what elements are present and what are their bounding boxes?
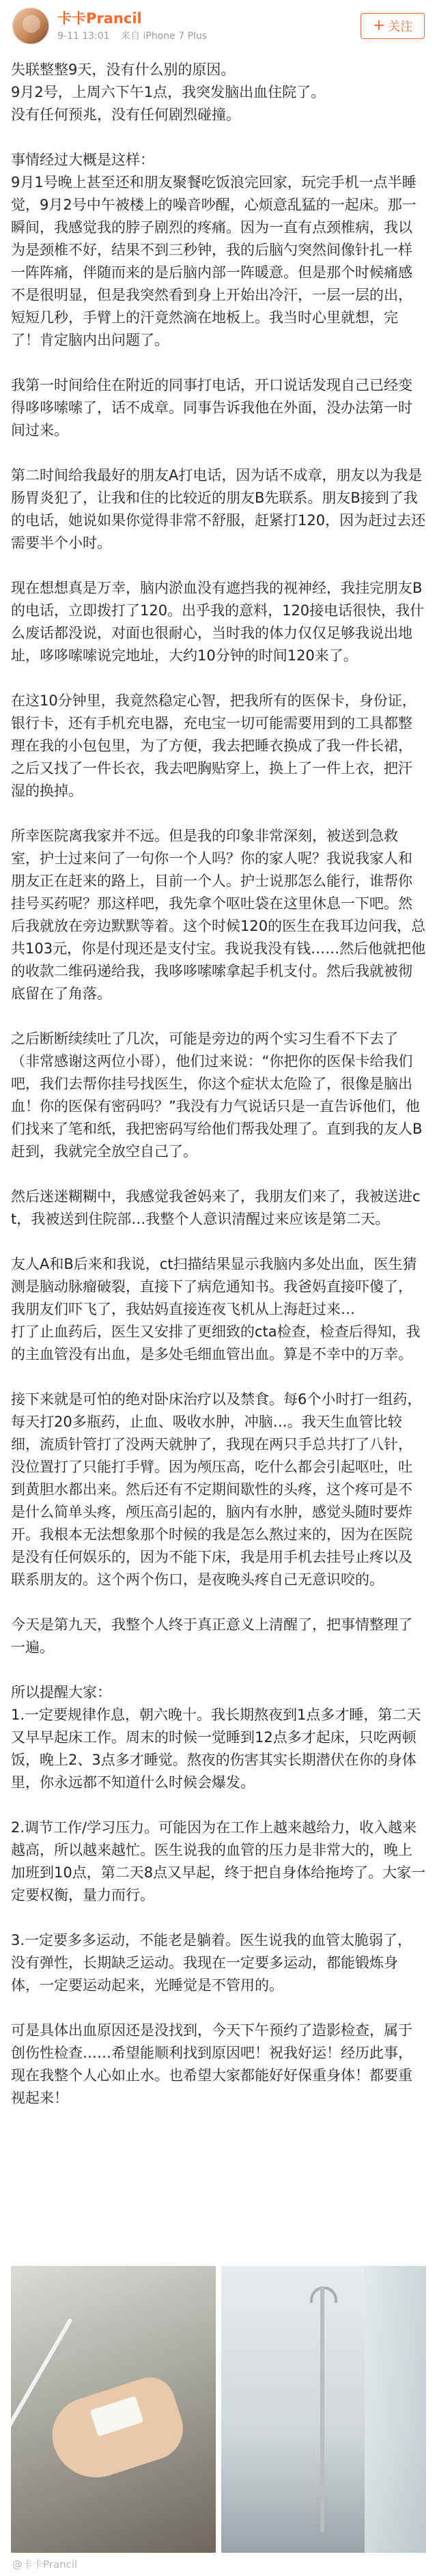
hospital-iv-hand-photo[interactable] [11, 2266, 216, 2553]
post-paragraph: 之后断断续续吐了几次，可能是旁边的两个实习生看不下去了（非常感谢这两位小哥），他们过来说：“你把你的医保卡给我们吧，我们去帮你挂号找医生，你这个症状太危险了，很像是脑出血！你的医保有密码吗？”我没有力气说话只是一直告诉他们，他们找来了笔和纸，我把密码写给他们帮我处理了。直到我的友人B赶到，我就完全放空自己了。 [11, 1031, 423, 1160]
photo-grid [11, 2266, 426, 2553]
post-paragraph: 现在想想真是万幸，脑内淤血没有遮挡我的视神经，我挂完朋友B的电话，立即拨打了120。出乎我的意料，120接电话很快，我什么废话都没说，对面也很耐心，当时我的体力仅仅足够我说出地址，哆哆嗦嗦说完地址，大约10分钟的时间120来了。 [11, 580, 425, 664]
post-paragraph: 友人A和B后来和我说，ct扫描结果显示我脑内多处出血，医生猜测是脑动脉瘤破裂，直接下了病危通知书。我爸妈直接吓傻了，我朋友们吓飞了，我姑妈直接连夜飞机从上海赶过来… 打了止血药后，医生又安排了更细致的cta检查，检查后得知，我的主血管没有出血，是多处毛细血管出血。算是不幸中的万幸。 [11, 1256, 421, 1362]
hospital-room-photo[interactable] [221, 2266, 426, 2553]
iv-pole-shape [320, 2286, 324, 2532]
post-body [11, 59, 426, 2132]
post-paragraph: 接下来就是可怕的绝对卧床治疗以及禁食。每6个小时打一组药，每天打20多瓶药，止血、吸收水肿，冲脑…。我天生血管比较细，流质针管打了没两天就肿了，我现在两只手总共打了八针，没位置打了只能打手臂。因为颅压高，吃什么都会引起呕吐，吐到黄胆水都出来。然后还有不定期间歇性的头疼，这个疼可是不是什么简单头疼，颅压高引起的，脑内有水肿，感觉头随时要炸开。我根本无法想象那个时候的我是怎么熬过来的，因为在医院是没有任何娱乐的，因为不能下床，我是用手机去挂号止疼以及联系朋友的。这个两个伤口，是夜晚头疼自己无意识咬的。 [11, 1391, 422, 1588]
post-paragraph: 可是具体出血原因还是没找到，今天下午预约了造影检查，属于创伤性检查……希望能顺利找到原因吧！祝我好运！经历此事，现在我整个人心如止水。也希望大家都能好好保重身体！都要重视起来！ [11, 2022, 412, 2106]
watermark: @卡卡Prancil [12, 2558, 78, 2571]
post-paragraph: 第二时间给我最好的朋友A打电话，因为话不成章，朋友以为我是肠胃炎犯了，让我和住的比较近的朋友B先联系。朋友B接到了我的电话，她说如果你觉得非常不舒服，赶紧打120，因为赶过去还需要半个小时。 [11, 467, 426, 551]
curtain-shape [365, 2266, 426, 2553]
post-paragraph: 事情经过大概是这样： 9月1号晚上甚至还和朋友聚餐吃饭浪完回家，玩完手机一点半睡觉，9月2号中午被楼上的噪音吵醒，心烦意乱猛的一起床。那一瞬间，我感觉我的脖子剧烈的疼痛。因为一直有点颈椎病，我以为是颈椎不好，结果不到三秒钟，我的后脑勺突然间像针扎一样一阵阵痛，伴随而来的是后脑内部一阵暖意。但是那个时候痛感不是很明显，但是我突然看到身上开始出冷汗，一层一层的出，短短几秒，手臂上的汗竟然滴在地板上。我当时心里就想，完了！肯定脑内出问题了。 [11, 152, 417, 348]
post-paragraph: 今天是第九天，我整个人终于真正意义上清醒了，把事情整理了一遍。 [11, 1616, 412, 1655]
post-time: 9-11 13:01 [57, 31, 110, 42]
post-paragraph: 2.调节工作/学习压力。可能因为在工作上越来越给力，收入越来越高，所以越来越忙。医生说我的血管的压力是非常大的，晚上加班到10点，第二天8点又早起，终于把自身体给拖垮了。大家一定要权衡，量力而行。 [11, 1819, 426, 1903]
post-header [0, 0, 437, 52]
user-meta [57, 9, 361, 43]
post-source: 来自 iPhone 7 Plus [121, 31, 208, 42]
avatar[interactable] [12, 8, 49, 44]
follow-label: 关注 [388, 20, 413, 34]
post-paragraph: 在这10分钟里，我竟然稳定心智，把我所有的医保卡，身份证，银行卡，还有手机充电器，充电宝一切可能需要用到的工具都整理在我的小包包里，为了方便，我去把睡衣换成了我一件长裙，之后又找了一件长衣，我去吧胸贴穿上，换上了一件上衣，把汗湿的换掉。 [11, 692, 417, 799]
post-paragraph: 我第一时间给住在附近的同事打电话，开口说话发现自己已经变得哆哆嗦嗦了，话不成章。同事告诉我他在外面，没办法第一时间过来。 [11, 377, 412, 438]
follow-button[interactable] [361, 13, 425, 39]
post-paragraph: 3.一定要多多运动，不能老是躺着。医生说我的血管太脆弱了，没有弹性，长期缺乏运动。我现在一定要多运动，都能锻炼身体，一定要运动起来，光睡觉是不管用的。 [11, 1932, 412, 1993]
plus-icon: + [372, 17, 386, 34]
post-paragraph: 所幸医院离我家并不远。但是我的印象非常深刻，被送到急救室，护士过来问了一句你一个人吗？你的家人呢？我说我家人和朋友正在赶来的路上，目前一个人。护士说那怎么能行，谁帮你挂号买药呢？那这样吧，我先拿个呕吐袋在这里休息一下吧。然后我就放在旁边默默等着。这个时候120的医生在我耳边问我，总共103元，你是付现还是支付宝。我说我没有钱……然后他就把他的收款二维码递给我，我哆哆嗦嗦拿起手机支付。然后我就被彻底留在了角落。 [11, 828, 426, 1002]
post-paragraph: 所以提醒大家： 1.一定要规律作息，朝六晚十。我长期熬夜到1点多才睡，第二天又早早起床工作。周末的时候一觉睡到12点多才起床，只吃两顿饭，晚上2、3点多才睡觉。熬夜的伤害其实长期潜伏在你的身体里，你永远都不知道什么时候会爆发。 [11, 1684, 421, 1791]
post-paragraph: 失联整整9天，没有什么别的原因。 9月2号，上周六下午1点，我突发脑出血住院了。 没有任何预兆，没有任何剧烈碰撞。 [11, 61, 326, 123]
post-paragraph: 然后迷迷糊糊中，我感觉我爸妈来了，我朋友们来了，我被送进ct，我被送到住院部…我整个人意识清醒过来应该是第二天。 [11, 1188, 421, 1227]
username[interactable]: 卡卡Prancil [57, 10, 142, 27]
post-meta [57, 29, 361, 43]
